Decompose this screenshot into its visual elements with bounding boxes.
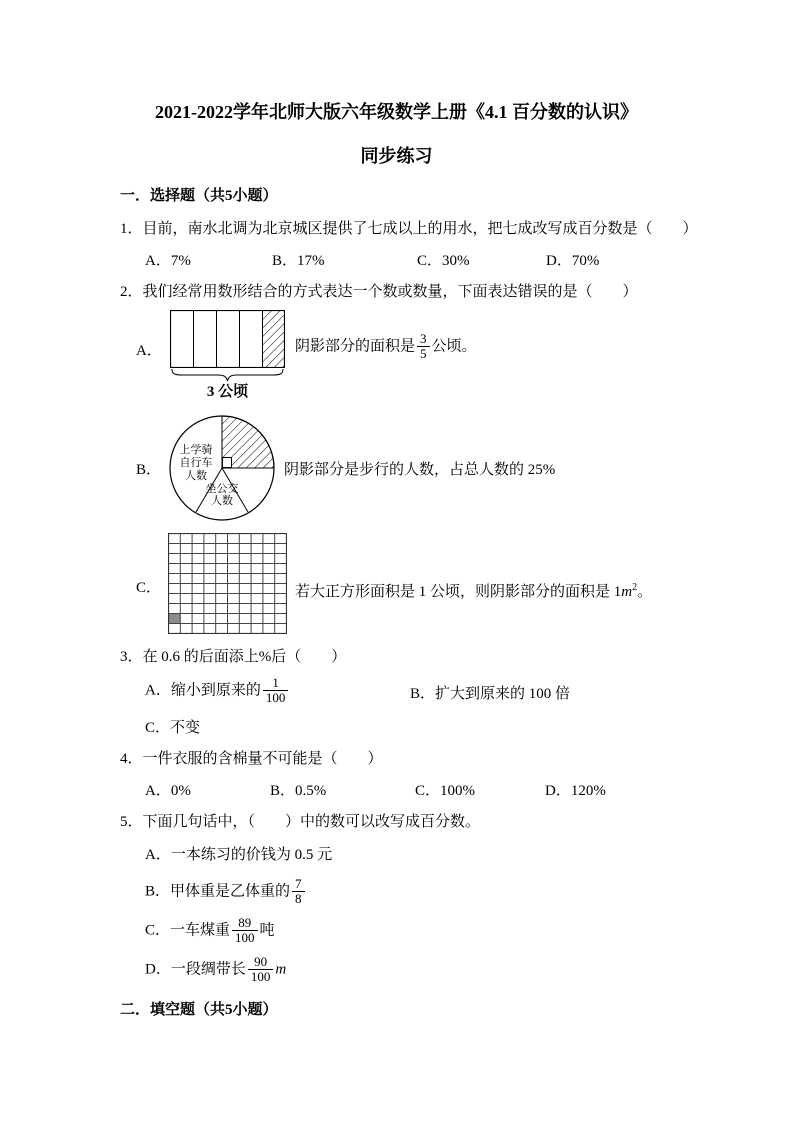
q2c-text-before: 若大正方形面积是 1 公顷，则阴影部分的面积是 1 [295,584,622,600]
q3a-prefix: A．缩小到原来的 [145,682,261,699]
fraction-numerator: 89 [238,915,252,931]
bar-figure [170,310,285,368]
q1-option-d: D．70% [546,253,600,269]
bar-figure-caption: 3 公顷 [206,384,249,400]
q4-option-c: C．100% [415,783,476,799]
q2a-text-before: 阴影部分的面积是 [295,338,416,355]
q2-option-a-text [295,331,477,362]
fraction-denominator: 8 [292,891,305,906]
pie-label-left-2: 自行车 [179,457,213,469]
q2-stem: 2．我们经常用数形结合的方式表达一个数或数量，下面表达错误的是（ ） [120,284,638,300]
pie-label-left-3: 人数 [185,470,207,482]
pie-label-bottom-2: 人数 [211,495,233,507]
q3-option-a [145,674,290,707]
q4-option-a: A．0% [145,783,191,799]
section-heading-fill: 二．填空题（共5小题） [120,1002,278,1018]
q5-option-c [145,913,275,948]
q5d-unit-m: m [275,961,287,978]
q2c-text-after: 。 [637,584,653,600]
underbrace-icon [170,368,285,382]
fraction-numerator: 1 [272,675,279,691]
section-heading-choice: 一．选择题（共5小题） [120,188,278,204]
q5c-suffix: 吨 [259,922,275,939]
q2-option-a-label: A． [136,343,162,359]
q1-option-a: A．7% [145,253,191,269]
q5b-prefix: B．甲体重是乙体重的 [145,883,291,900]
fraction-denominator: 100 [248,969,274,984]
fraction-89-100 [232,916,258,944]
pie-label-bottom-1: 坐公交 [205,483,239,495]
q5-option-d [145,952,286,987]
q3-option-c: C．不变 [145,720,201,736]
pie-figure-svg [166,412,278,524]
q2-option-c-text [295,578,652,602]
q1-option-b: B．17% [272,253,325,269]
fraction-one-hundredth [263,676,289,704]
q4-option-d: D．120% [545,783,606,799]
q4-option-b: B．0.5% [270,783,327,799]
q3-stem: 3．在 0.6 的后面添上%后（ ） [120,649,347,665]
q2-option-b-text: 阴影部分是步行的人数，占总人数的 25% [284,462,556,478]
q3-option-b: B．扩大到原来的 100 倍 [410,686,571,702]
pie-figure [166,412,278,524]
page-title-line1: 2021-2022学年北师大版六年级数学上册《4.1 百分数的认识》 [155,102,638,122]
fraction-numerator: 90 [254,954,268,970]
fraction-numerator: 3 [420,331,427,347]
q5-option-b [145,874,307,909]
fraction-seven-eighths [292,877,305,905]
q5-option-a: A．一本练习的价钱为 0.5 元 [145,847,333,863]
page-title-line2: 同步练习 [360,146,433,166]
q5-stem: 5．下面几句话中，（ ）中的数可以改写成百分数。 [120,814,481,830]
q2-option-b-label: B． [136,462,162,478]
pie-label-left-1: 上学骑 [179,444,213,456]
grid-figure-svg [168,533,287,634]
fraction-denominator: 100 [232,930,258,945]
q5d-prefix: D．一段绸带长 [145,961,246,978]
q2c-unit-m: m [621,584,633,600]
fraction-numerator: 7 [295,876,302,892]
q5c-prefix: C．一车煤重 [145,922,231,939]
bar-figure-svg [170,310,285,368]
fraction-denominator: 100 [263,690,289,705]
q2a-text-after: 公顷。 [431,338,477,355]
fraction-three-fifths [417,332,430,360]
q1-stem: 1．目前，南水北调为北京城区提供了七成以上的用水，把七成改写成百分数是（ ） [120,221,698,237]
grid-figure [168,533,287,634]
fraction-denominator: 5 [417,346,430,361]
q2-option-c-label: C． [136,580,162,596]
q4-stem: 4．一件衣服的含棉量不可能是（ ） [120,751,383,767]
q1-option-c: C．30% [417,253,470,269]
fraction-90-100 [248,955,274,983]
q2c-unit-exponent: 2 [632,582,638,593]
